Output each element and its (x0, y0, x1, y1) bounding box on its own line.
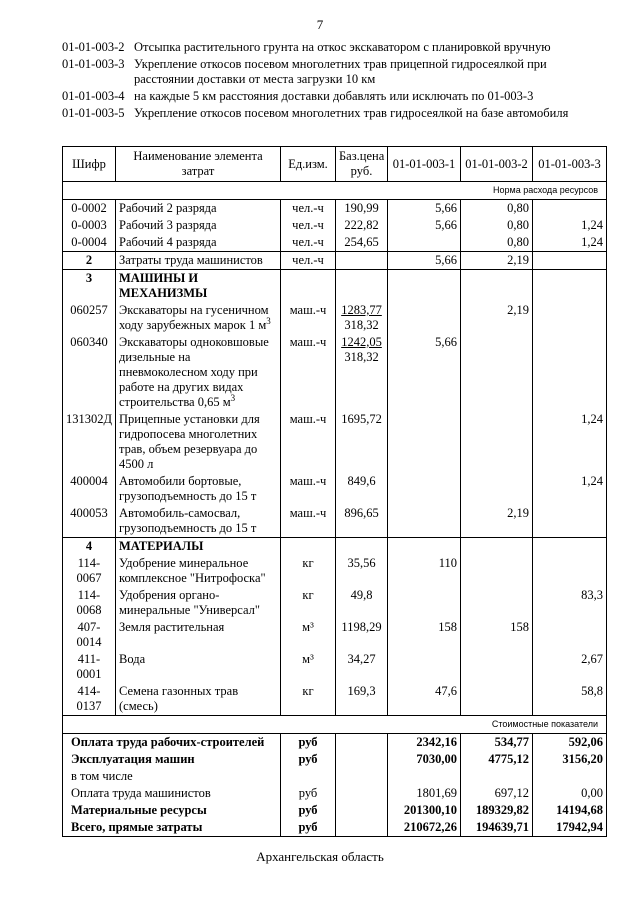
table-row (63, 683, 607, 716)
section-number: 2 (63, 252, 116, 270)
cell-unit: чел.-ч (281, 200, 336, 218)
total-unit (281, 768, 336, 785)
cell-code: 400004 (63, 473, 116, 505)
totals-row (63, 802, 607, 819)
cell-v3 (533, 200, 607, 218)
code-description-row (62, 106, 602, 121)
cell-price (336, 473, 388, 505)
cell-name (116, 505, 281, 538)
work-description: на каждые 5 км расстояния доставки добавлять или исключать по 01-003-3 (134, 89, 534, 103)
machine-name: Прицепные установки для гидропосева многолетних трав, объем резервуара до 4500 л (119, 412, 260, 471)
cell-v2: 158 (461, 619, 533, 651)
cell-v1 (388, 505, 461, 538)
cell-name: Рабочий 2 разряда (116, 200, 281, 218)
header-code: Шифр (63, 147, 116, 182)
cell-price (336, 252, 388, 270)
total-unit: руб (281, 785, 336, 802)
header-col1: 01-01-003-1 (388, 147, 461, 182)
footer-region: Архангельская область (256, 849, 384, 864)
code-description-row (62, 57, 602, 87)
cell-unit: кг (281, 587, 336, 619)
cell-name (116, 334, 281, 411)
totals-row (63, 819, 607, 837)
table-row (63, 334, 607, 411)
machine-name: Автомобили бортовые, грузоподъемность до 15 т (119, 474, 257, 503)
cell-code: 0-0004 (63, 234, 116, 252)
cell-v2: 0,80 (461, 217, 533, 234)
table-row (63, 217, 607, 234)
cell-unit: кг (281, 683, 336, 716)
table-row (63, 302, 607, 334)
table-row (63, 651, 607, 683)
cost-label-row (63, 716, 607, 734)
cell-v3: 83,3 (533, 587, 607, 619)
total-v2: 189329,82 (461, 802, 533, 819)
cell-code: 400053 (63, 505, 116, 538)
code-description-row (62, 40, 602, 55)
cell-v1: 110 (388, 555, 461, 587)
cell-v1 (388, 587, 461, 619)
header-unit: Ед.изм. (281, 147, 336, 182)
cell-name (116, 411, 281, 473)
cell-v3: 2,67 (533, 651, 607, 683)
cell-name: Семена газонных трав (смесь) (116, 683, 281, 716)
cell-price: 34,27 (336, 651, 388, 683)
total-v2: 534,77 (461, 734, 533, 752)
section-number: 4 (63, 538, 116, 556)
cell-v1 (388, 651, 461, 683)
cell-v2 (461, 270, 533, 303)
table-row (63, 538, 607, 556)
price-labor-value: 318,32 (344, 318, 379, 332)
cell-unit: маш.-ч (281, 334, 336, 411)
cell-v2: 2,19 (461, 252, 533, 270)
total-price (336, 734, 388, 752)
cell-name: Удобрение минеральное комплексное "Нитрофоска" (116, 555, 281, 587)
table-row (63, 200, 607, 218)
total-v3: 14194,68 (533, 802, 607, 819)
cell-name: Затраты труда машинистов (116, 252, 281, 270)
table-row (63, 587, 607, 619)
cell-v3 (533, 252, 607, 270)
cell-unit: маш.-ч (281, 505, 336, 538)
total-unit: руб (281, 751, 336, 768)
cell-price (336, 334, 388, 411)
code-description-row (62, 89, 602, 104)
cell-v3: 1,24 (533, 217, 607, 234)
cell-v3: 1,24 (533, 234, 607, 252)
total-v1: 7030,00 (388, 751, 461, 768)
cell-v3 (533, 505, 607, 538)
cell-code: 0-0002 (63, 200, 116, 218)
table-row (63, 619, 607, 651)
cell-v3: 1,24 (533, 411, 607, 473)
cell-v2: 2,19 (461, 505, 533, 538)
work-code: 01-01-003-4 (62, 89, 125, 103)
work-description: Укрепление откосов посевом многолетних трав гидросеялкой на базе автомобиля (134, 106, 569, 120)
cell-v2 (461, 473, 533, 505)
table-row (63, 555, 607, 587)
cell-name: Рабочий 3 разряда (116, 217, 281, 234)
cell-v3 (533, 619, 607, 651)
cell-name: Удобрения органо-минеральные "Универсал" (116, 587, 281, 619)
total-v1: 2342,16 (388, 734, 461, 752)
cell-v1 (388, 473, 461, 505)
total-v3: 0,00 (533, 785, 607, 802)
header-name: Наименование элемента затрат (116, 147, 281, 182)
norm-label: Норма расхода ресурсов (63, 182, 607, 200)
section-title: МАШИНЫ И МЕХАНИЗМЫ (116, 270, 281, 303)
cell-code: 407-0014 (63, 619, 116, 651)
cell-code: 114-0068 (63, 587, 116, 619)
cell-v1: 158 (388, 619, 461, 651)
cell-v1: 5,66 (388, 252, 461, 270)
total-name: Материальные ресурсы (63, 802, 281, 819)
cell-v1 (388, 234, 461, 252)
cell-price (336, 538, 388, 556)
total-v2: 697,12 (461, 785, 533, 802)
machine-name: Экскаваторы на гусеничном ходу зарубежных марок 1 м (119, 303, 269, 332)
cell-code: 131302Д (63, 411, 116, 473)
machine-name: Экскаваторы одноковшовые дизельные на пневмоколесном ходу при работе на других видах строительства 0,65 м (119, 335, 269, 409)
cell-code: 060340 (63, 334, 116, 411)
cell-v1 (388, 302, 461, 334)
header-price: Баз.цена руб. (336, 147, 388, 182)
cell-unit: м³ (281, 619, 336, 651)
cell-v1 (388, 270, 461, 303)
cell-price (336, 270, 388, 303)
cell-name (116, 302, 281, 334)
cell-name: Вода (116, 651, 281, 683)
section-number: 3 (63, 270, 116, 303)
price-value: 849,6 (347, 474, 376, 488)
total-name: Эксплуатация машин (63, 751, 281, 768)
price-value: 1695,72 (341, 412, 382, 426)
cell-name (116, 473, 281, 505)
norm-label-row (63, 182, 607, 200)
page-number: 7 (316, 17, 324, 32)
header-col3: 01-01-003-3 (533, 147, 607, 182)
cell-v2 (461, 683, 533, 716)
cell-code: 411-0001 (63, 651, 116, 683)
total-v3: 17942,94 (533, 819, 607, 837)
table-row (63, 270, 607, 303)
total-price (336, 768, 388, 785)
total-v2: 4775,12 (461, 751, 533, 768)
total-v2: 194639,71 (461, 819, 533, 837)
total-unit: руб (281, 819, 336, 837)
work-code: 01-01-003-5 (62, 106, 125, 120)
cell-price: 254,65 (336, 234, 388, 252)
cell-v2 (461, 411, 533, 473)
cost-label: Стоимостные показатели (63, 716, 607, 734)
totals-row (63, 768, 607, 785)
total-v2 (461, 768, 533, 785)
cell-v2 (461, 538, 533, 556)
cell-v2: 2,19 (461, 302, 533, 334)
cell-unit: маш.-ч (281, 411, 336, 473)
cell-unit: маш.-ч (281, 302, 336, 334)
total-v3: 592,06 (533, 734, 607, 752)
cell-name: Рабочий 4 разряда (116, 234, 281, 252)
cell-unit: чел.-ч (281, 217, 336, 234)
total-name: в том числе (63, 768, 281, 785)
cell-v3 (533, 334, 607, 411)
superscript: 3 (266, 315, 271, 326)
cell-v3 (533, 270, 607, 303)
total-unit: руб (281, 734, 336, 752)
price-value: 1242,05 (341, 335, 382, 349)
cell-v1 (388, 538, 461, 556)
totals-row (63, 734, 607, 752)
section-title: МАТЕРИАЛЫ (116, 538, 281, 556)
table-row (63, 505, 607, 538)
total-v1 (388, 768, 461, 785)
totals-row (63, 785, 607, 802)
price-value: 896,65 (344, 506, 379, 520)
totals-row (63, 751, 607, 768)
cell-v3 (533, 555, 607, 587)
cell-v2 (461, 555, 533, 587)
total-v1: 210672,26 (388, 819, 461, 837)
cell-v1: 5,66 (388, 334, 461, 411)
cell-price (336, 411, 388, 473)
price-value: 1283,77 (341, 303, 382, 317)
cell-price: 169,3 (336, 683, 388, 716)
total-price (336, 785, 388, 802)
cell-unit: чел.-ч (281, 234, 336, 252)
work-code: 01-01-003-2 (62, 40, 125, 54)
cell-unit: кг (281, 555, 336, 587)
cell-unit: маш.-ч (281, 473, 336, 505)
cell-code: 0-0003 (63, 217, 116, 234)
cell-price: 49,8 (336, 587, 388, 619)
superscript: 3 (230, 392, 236, 403)
work-description: Укрепление откосов посевом многолетних трав прицепной гидросеялкой при расстоянии доставки от места загрузки 10 км (134, 57, 547, 86)
cell-v3: 1,24 (533, 473, 607, 505)
cell-unit (281, 538, 336, 556)
work-description: Отсыпка растительного грунта на откос экскаватором с планировкой вручную (134, 40, 551, 54)
cell-code: 114-0067 (63, 555, 116, 587)
total-name: Оплата труда рабочих-строителей (63, 734, 281, 752)
table-header-row (63, 147, 607, 182)
total-name: Оплата труда машинистов (63, 785, 281, 802)
cell-price (336, 302, 388, 334)
header-col2: 01-01-003-2 (461, 147, 533, 182)
cell-v3: 58,8 (533, 683, 607, 716)
cell-v2 (461, 334, 533, 411)
price-labor-value: 318,32 (344, 350, 379, 364)
cell-v3 (533, 538, 607, 556)
cell-v2: 0,80 (461, 200, 533, 218)
resource-table (62, 146, 607, 837)
cell-v1: 5,66 (388, 200, 461, 218)
code-descriptions (62, 40, 602, 123)
total-v1: 201300,10 (388, 802, 461, 819)
total-price (336, 751, 388, 768)
total-v1: 1801,69 (388, 785, 461, 802)
total-name: Всего, прямые затраты (63, 819, 281, 837)
total-price (336, 819, 388, 837)
cell-code: 414-0137 (63, 683, 116, 716)
total-price (336, 802, 388, 819)
cell-unit: м³ (281, 651, 336, 683)
table-row (63, 473, 607, 505)
cell-v1 (388, 411, 461, 473)
table-row (63, 252, 607, 270)
work-code: 01-01-003-3 (62, 57, 125, 71)
total-v3: 3156,20 (533, 751, 607, 768)
cell-price: 1198,29 (336, 619, 388, 651)
total-v3 (533, 768, 607, 785)
cell-price (336, 505, 388, 538)
cell-v1: 5,66 (388, 217, 461, 234)
cell-unit: чел.-ч (281, 252, 336, 270)
cell-name: Земля растительная (116, 619, 281, 651)
cell-code: 060257 (63, 302, 116, 334)
table-row (63, 411, 607, 473)
cell-price: 190,99 (336, 200, 388, 218)
machine-name: Автомобиль-самосвал, грузоподъемность до 15 т (119, 506, 257, 535)
cell-v3 (533, 302, 607, 334)
cell-unit (281, 270, 336, 303)
cell-v2 (461, 651, 533, 683)
table-row (63, 234, 607, 252)
cell-price: 222,82 (336, 217, 388, 234)
total-unit: руб (281, 802, 336, 819)
cell-v2: 0,80 (461, 234, 533, 252)
cell-price: 35,56 (336, 555, 388, 587)
cell-v1: 47,6 (388, 683, 461, 716)
cell-v2 (461, 587, 533, 619)
